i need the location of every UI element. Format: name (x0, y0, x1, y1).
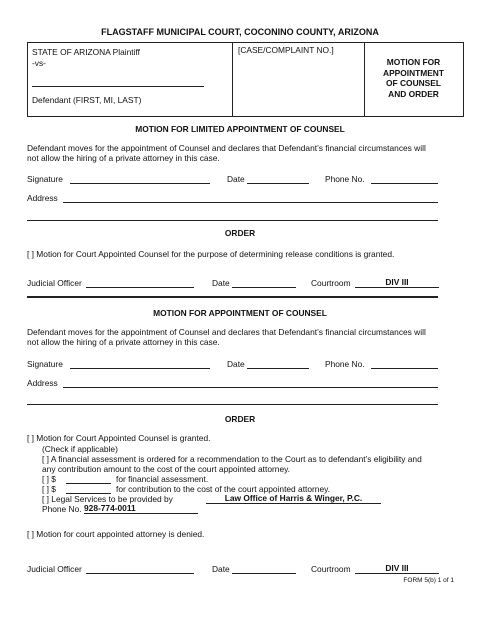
motion-heading: MOTION FOR APPOINTMENT OF COUNSEL (153, 308, 327, 318)
caption-box (27, 42, 464, 117)
limited-motion-heading: MOTION FOR LIMITED APPOINTMENT OF COUNSEL (135, 124, 345, 134)
signature-field-2[interactable] (70, 368, 210, 369)
signature-label: Signature (27, 174, 63, 184)
phone-label-2: Phone No. (325, 359, 365, 369)
courtroom-value-2: DIV III (355, 564, 439, 574)
phone-field[interactable] (371, 183, 438, 184)
fin-assessment-label: for financial assessment. (116, 474, 209, 484)
date-label: Date (227, 174, 245, 184)
phone-label: Phone No. (325, 174, 365, 184)
address-field-4[interactable] (27, 404, 438, 405)
date-field-2[interactable] (247, 368, 309, 369)
court-title: FLAGSTAFF MUNICIPAL COURT, COCONINO COUNTY, ARIZONA (101, 27, 379, 37)
phone-number-label: Phone No. (42, 504, 82, 514)
defendant-label: Defendant (FIRST, MI, LAST) (32, 95, 142, 105)
judicial-officer-label-2: Judicial Officer (27, 564, 82, 574)
date-field[interactable] (247, 183, 309, 184)
plaintiff-label: STATE OF ARIZONA Plaintiff (32, 47, 140, 57)
signature-field[interactable] (70, 183, 210, 184)
courtroom-value: DIV III (355, 278, 439, 288)
address-field-3[interactable] (63, 387, 438, 388)
granted-option[interactable]: [ ] Motion for Court Appointed Counsel is granted. (27, 433, 211, 443)
order-heading-2: ORDER (224, 414, 256, 424)
fin-assessment-option[interactable]: [ ] $ (42, 474, 56, 484)
phone-number-value: 928-774-0011 (84, 504, 198, 514)
form-title: MOTION FOR APPOINTMENT OF COUNSEL AND ORDER (383, 57, 444, 99)
denied-option[interactable]: [ ] Motion for court appointed attorney is denied. (27, 529, 205, 539)
motion-body-2: not allow the hiring of a private attorney in this case. (27, 337, 220, 347)
order-heading: ORDER (224, 228, 256, 238)
judicial-officer-label: Judicial Officer (27, 278, 82, 288)
release-order-text: [ ] Motion for Court Appointed Counsel for the purpose of determining release conditions is granted. (27, 249, 395, 259)
case-number-label: [CASE/COMPLAINT NO.] (238, 45, 334, 55)
courtroom-label: Courtroom (311, 278, 351, 288)
vs-label: -vs- (32, 58, 46, 68)
address-label-2: Address (27, 378, 58, 388)
motion-body-1: Defendant moves for the appointment of Counsel and declares that Defendant’s financial circumstances will (27, 327, 426, 337)
party-cell (28, 43, 233, 116)
date-label-2: Date (227, 359, 245, 369)
order-date-label: Date (212, 278, 230, 288)
defendant-name-line[interactable] (32, 86, 204, 87)
case-number-cell[interactable] (233, 43, 365, 116)
contribution-label: for contribution to the cost of the court appointed attorney. (116, 484, 331, 494)
phone-field-2[interactable] (371, 368, 438, 369)
order-date-field-2[interactable] (232, 573, 296, 574)
financial-assessment-text-2: any contribution amount to the cost of the court appointed attorney. (42, 464, 290, 474)
limited-motion-body-2: not allow the hiring of a private attorney in this case. (27, 153, 220, 163)
contribution-option[interactable]: [ ] $ (42, 484, 56, 494)
address-field-2[interactable] (27, 220, 438, 221)
signature-label-2: Signature (27, 359, 63, 369)
section-divider (27, 296, 438, 298)
judicial-officer-field-2[interactable] (86, 573, 194, 574)
form-footer: FORM 5(b) 1 of 1 (403, 577, 454, 584)
fin-assessment-amount-field[interactable] (66, 483, 111, 484)
judicial-officer-field[interactable] (86, 287, 194, 288)
address-label: Address (27, 193, 58, 203)
courtroom-label-2: Courtroom (311, 564, 351, 574)
legal-services-provider: Law Office of Harris & Winger, P.C. (206, 494, 381, 504)
order-date-field[interactable] (232, 287, 296, 288)
legal-services-option[interactable]: [ ] Legal Services to be provided by (42, 494, 173, 504)
financial-assessment-option[interactable]: [ ] A financial assessment is ordered for a recommendation to the Court as to defendant’s eligibility and (42, 454, 422, 464)
limited-motion-body-1: Defendant moves for the appointment of Counsel and declares that Defendant’s financial circumstances will (27, 143, 426, 153)
check-if-applicable: (Check if applicable) (42, 444, 118, 454)
address-field[interactable] (63, 202, 438, 203)
order-date-label-2: Date (212, 564, 230, 574)
